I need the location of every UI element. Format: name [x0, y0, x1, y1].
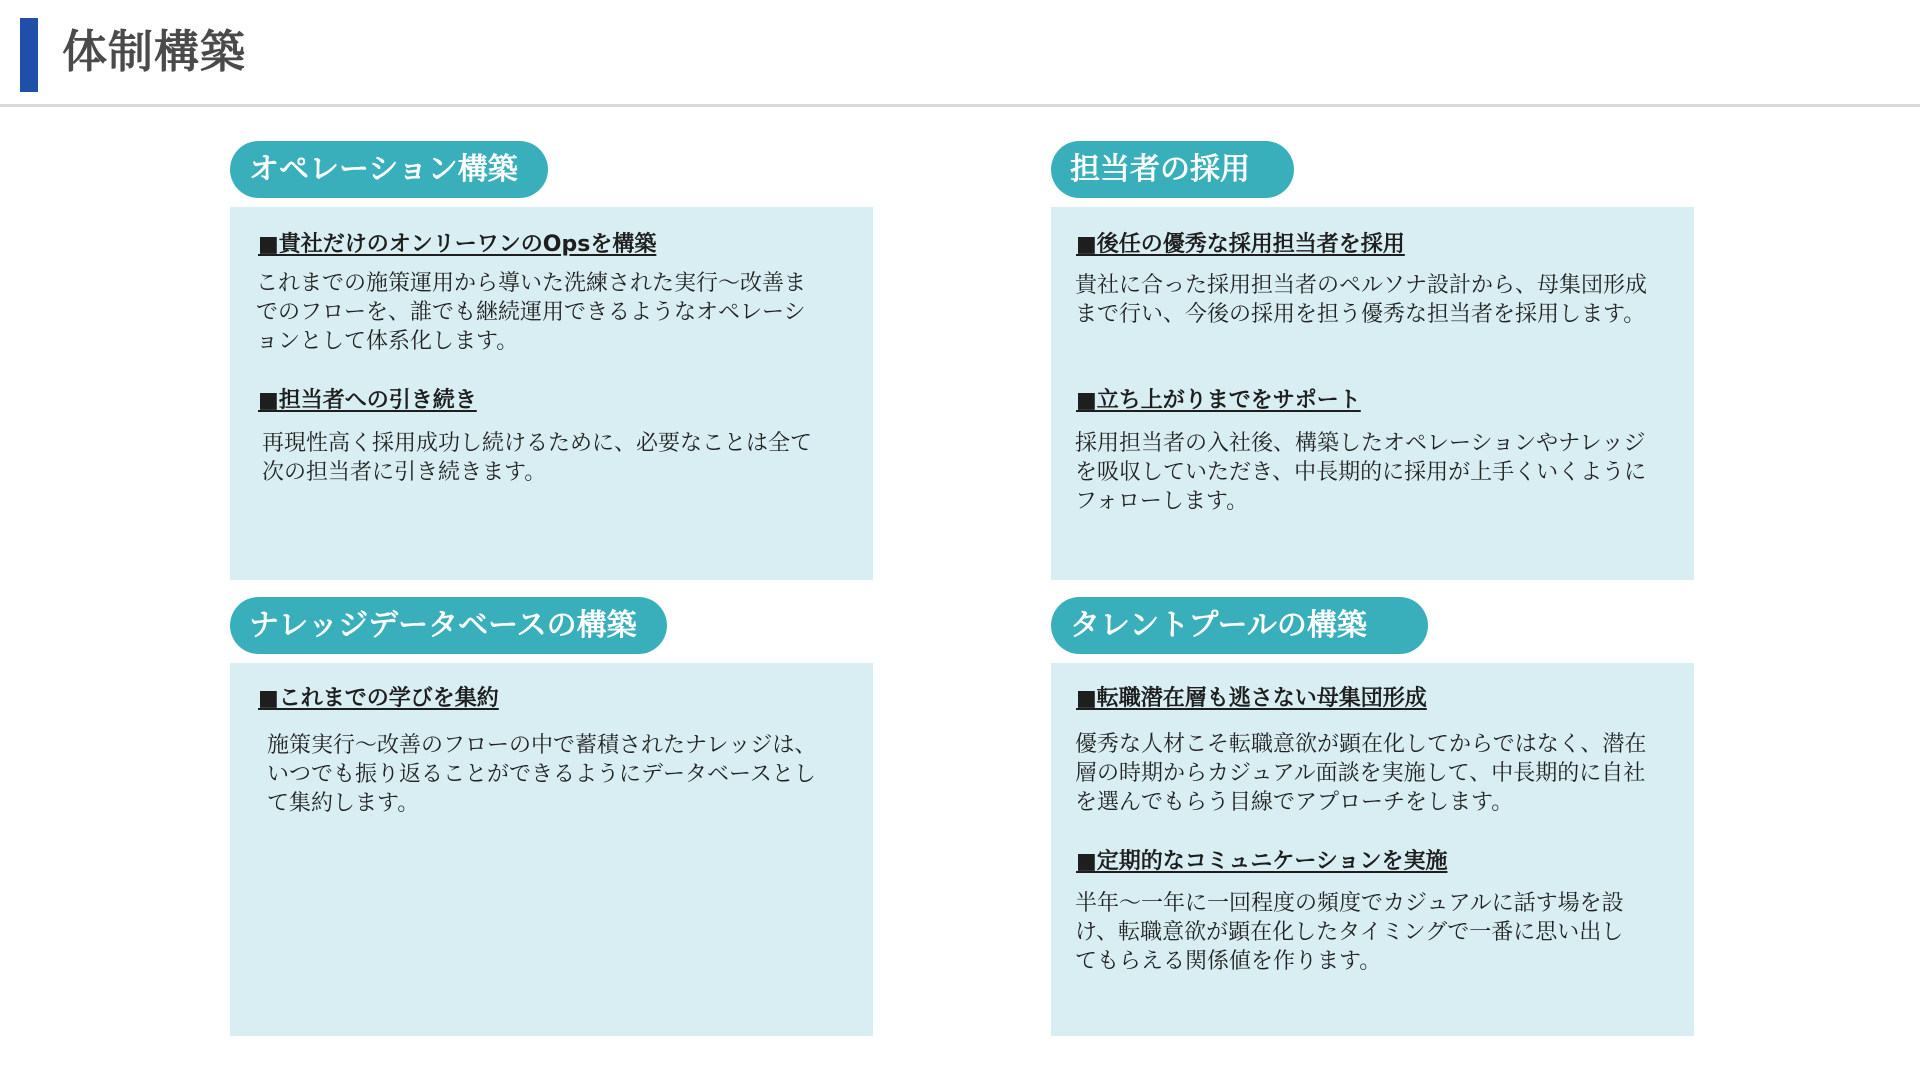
block-heading: ■貴社だけのオンリーワンのOpsを構築: [258, 232, 657, 257]
section-pill-label: 担当者の採用: [1051, 141, 1294, 198]
page-title: 体制構築: [62, 25, 247, 78]
section-pill-label: タレントプールの構築: [1051, 597, 1428, 654]
block-heading: ■担当者への引き続き: [258, 388, 477, 413]
block-text: 半年～一年に一回程度の頻度でカジュアルに話す場を設け、転職意欲が顕在化したタイミングで一番に思い出してもらえる関係値を作ります。: [1075, 891, 1624, 974]
section-card: [230, 207, 873, 580]
title-divider: [0, 104, 1920, 107]
block-text: 再現性高く採用成功し続けるために、必要なことは全て次の担当者に引き続きます。: [262, 431, 813, 485]
section-pill-label: ナレッジデータベースの構築: [230, 597, 667, 654]
title-accent-bar: [20, 18, 38, 92]
block-heading: ■後任の優秀な採用担当者を採用: [1076, 232, 1405, 257]
block-text: これまでの施策運用から導いた洗練された実行～改善までのフローを、誰でも継続運用できるようなオペレーションとして体系化します。: [256, 271, 807, 354]
block-text: 優秀な人材こそ転職意欲が顕在化してからではなく、潜在層の時期からカジュアル面談を実施して、中長期的に自社を選んでもらう目線でアプローチをします。: [1075, 732, 1647, 815]
block-heading: ■これまでの学びを集約: [258, 686, 499, 711]
block-heading: ■転職潜在層も逃さない母集団形成: [1076, 686, 1427, 711]
block-text: 施策実行～改善のフローの中で蓄積されたナレッジは、いつでも振り返ることができるようにデータベースとして集約します。: [267, 733, 817, 816]
block-text: 採用担当者の入社後、構築したオペレーションやナレッジを吸収していただき、中長期的に採用が上手くいくようにフォローします。: [1075, 431, 1647, 514]
section-pill-label: オペレーション構築: [230, 141, 548, 198]
block-heading: ■立ち上がりまでをサポート: [1076, 388, 1361, 413]
section-card: [1051, 207, 1694, 580]
section-card: [230, 663, 873, 1036]
block-text: 貴社に合った採用担当者のペルソナ設計から、母集団形成まで行い、今後の採用を担う優秀な担当者を採用します。: [1075, 273, 1648, 327]
section-card: [1051, 663, 1694, 1036]
block-heading: ■定期的なコミュニケーションを実施: [1076, 849, 1448, 874]
